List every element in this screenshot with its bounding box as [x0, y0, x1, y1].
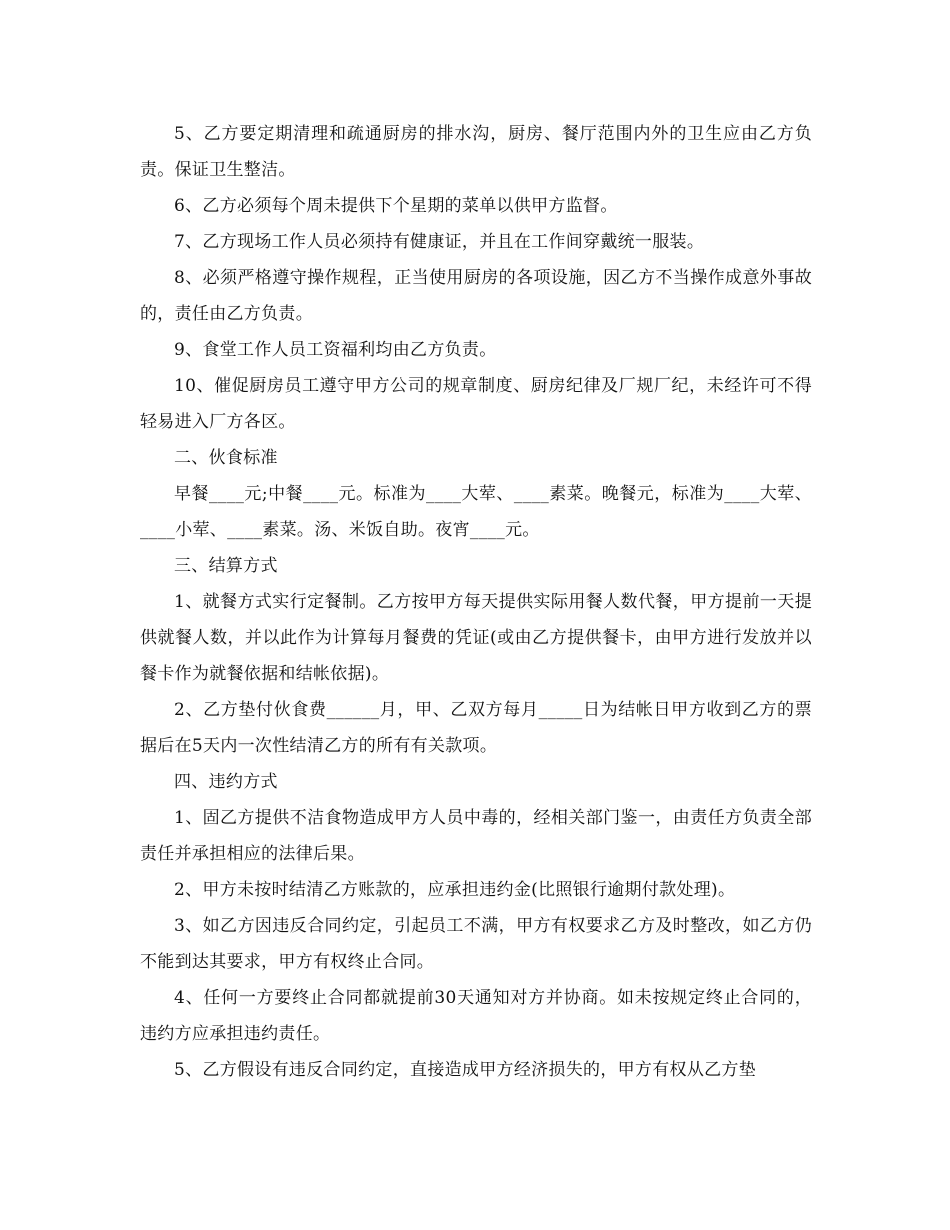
- clause-6-weekly-menu: 6、乙方必须每个周未提供下个星期的菜单以供甲方监督。: [174, 196, 618, 216]
- section-heading-breach: 四、违约方式: [174, 772, 278, 792]
- breach-clause-3: 3、如乙方因违反合同约定，引起员工不满，甲方有权要求乙方及时整改，如乙方仍不能到达其要求，甲方有权终止合同。: [140, 916, 812, 972]
- clause-9-staff-wages: 9、食堂工作人员工资福利均由乙方负责。: [174, 340, 497, 360]
- settlement-clause-1: 1、就餐方式实行定餐制。乙方按甲方每天提供实际用餐人数代餐，甲方提前一天提供就餐人数，并以此作为计算每月餐费的凭证(或由乙方提供餐卡，由甲方进行发放并以餐卡作为就餐依据和结帐依据)。: [140, 592, 812, 684]
- clause-10-staff-discipline: 10、催促厨房员工遵守甲方公司的规章制度、厨房纪律及厂规厂纪，未经许可不得轻易进入厂方各区。: [140, 376, 812, 432]
- breach-clause-1: 1、固乙方提供不洁食物造成甲方人员中毒的，经相关部门鉴一，由责任方负责全部责任并承担相应的法律后果。: [140, 808, 812, 864]
- breach-clause-2: 2、甲方未按时结清乙方账款的，应承担违约金(比照银行逾期付款处理)。: [174, 880, 736, 900]
- section-heading-meal-standard: 二、伙食标准: [174, 448, 278, 468]
- section-heading-settlement: 三、结算方式: [174, 556, 278, 576]
- document-body: [140, 116, 812, 1088]
- meal-standard-text: 早餐____元;中餐____元。标准为____大荤、____素菜。晚餐元，标准为____大荤、____小荤、____素菜。汤、米饭自助。夜宵____元。: [140, 484, 812, 540]
- breach-clause-5: 5、乙方假设有违反合同约定，直接造成甲方经济损失的，甲方有权从乙方垫: [174, 1060, 757, 1080]
- settlement-clause-2: 2、乙方垫付伙食费______月，甲、乙双方每月_____日为结帐日甲方收到乙方的票据后在5天内一次性结清乙方的所有有关款项。: [140, 700, 812, 756]
- breach-clause-4: 4、任何一方要终止合同都就提前30天通知对方并协商。如未按规定终止合同的，违约方应承担违约责任。: [140, 988, 812, 1044]
- clause-5-sanitation: 5、乙方要定期清理和疏通厨房的排水沟，厨房、餐厅范围内外的卫生应由乙方负责。保证卫生整洁。: [140, 124, 812, 180]
- clause-7-health-certificate: 7、乙方现场工作人员必须持有健康证，并且在工作间穿戴统一服装。: [174, 232, 705, 252]
- clause-8-operating-rules: 8、必须严格遵守操作规程，正当使用厨房的各项设施，因乙方不当操作成意外事故的，责任由乙方负责。: [140, 268, 812, 324]
